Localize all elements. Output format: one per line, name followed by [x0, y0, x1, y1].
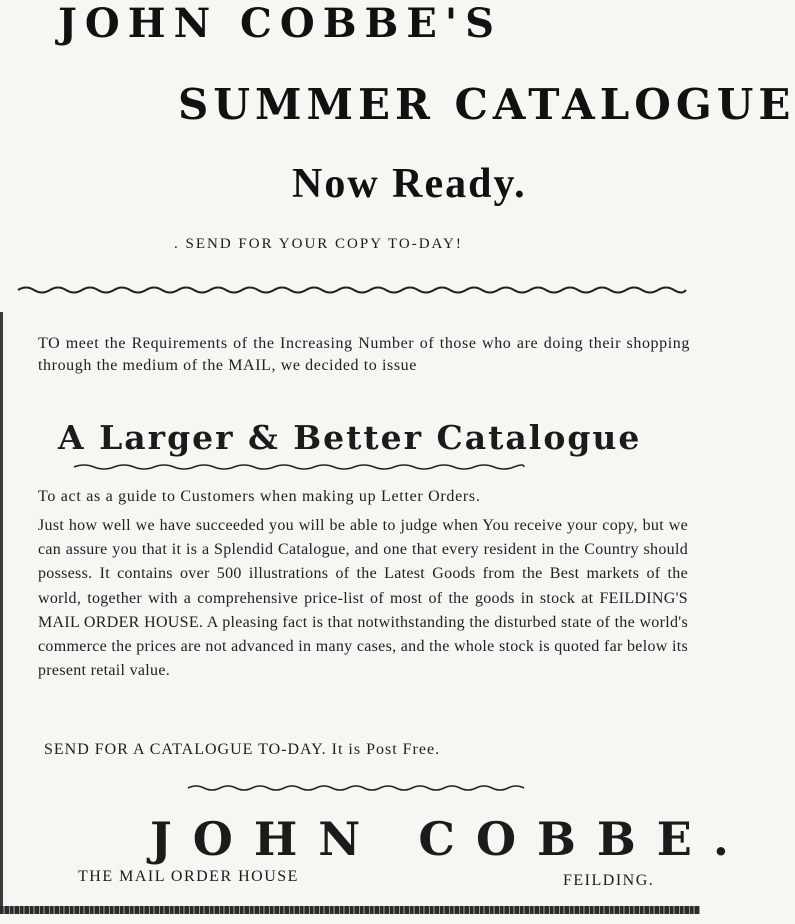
- send-catalogue-line: [44, 738, 696, 762]
- headline-summer-catalogue: SUMMER CATALOGUE: [178, 80, 795, 129]
- intro-paragraph: [38, 333, 690, 377]
- wavy-divider-bottom: [188, 783, 524, 793]
- bottom-border-rule: [0, 906, 700, 914]
- intro-text: TO meet the Requirements of the Increasing Number of those who are doing their shopping through the medium of the MAIL, we decided to issue: [38, 335, 690, 374]
- signature-town: FEILDING.: [563, 872, 655, 889]
- signature-john-cobbe: JOHN COBBE.: [150, 812, 750, 866]
- wavy-divider-sub: [74, 462, 524, 472]
- main-paragraph-text: Just how well we have succeeded you will be able to judge when You receive your copy, but we can assure you that it is a Splendid Catalogue, and one that every resident in the Country should possess. It contains over 500 illustrations of the Latest Goods from the Best markets of the world, together with a comprehensive price-list of most of the goods in stock at FEILDING'S MAIL ORDER HOUSE. A pleasing fact is that notwithstanding the disturbed state of the world's commerce the prices are not advanced in many cases, and the whole stock is quoted far below its present retail value.: [38, 517, 688, 680]
- headline-john-cobbes: JOHN COBBE'S: [58, 0, 502, 47]
- send-catalogue-text: SEND FOR A CATALOGUE TO-DAY. It is Post Free.: [44, 741, 441, 758]
- headline-now-ready: Now Ready.: [292, 161, 527, 207]
- guide-line: [38, 485, 690, 509]
- signature-mail-order-house: THE MAIL ORDER HOUSE: [78, 868, 299, 885]
- subheading-larger-catalogue: A Larger & Better Catalogue: [58, 418, 642, 457]
- guide-text: To act as a guide to Customers when making up Letter Orders.: [38, 488, 481, 505]
- send-for-copy-line: . SEND FOR YOUR COPY TO-DAY!: [174, 236, 463, 252]
- left-border-rule: [0, 312, 3, 910]
- wavy-divider-top: [18, 282, 686, 298]
- main-paragraph: [38, 514, 688, 683]
